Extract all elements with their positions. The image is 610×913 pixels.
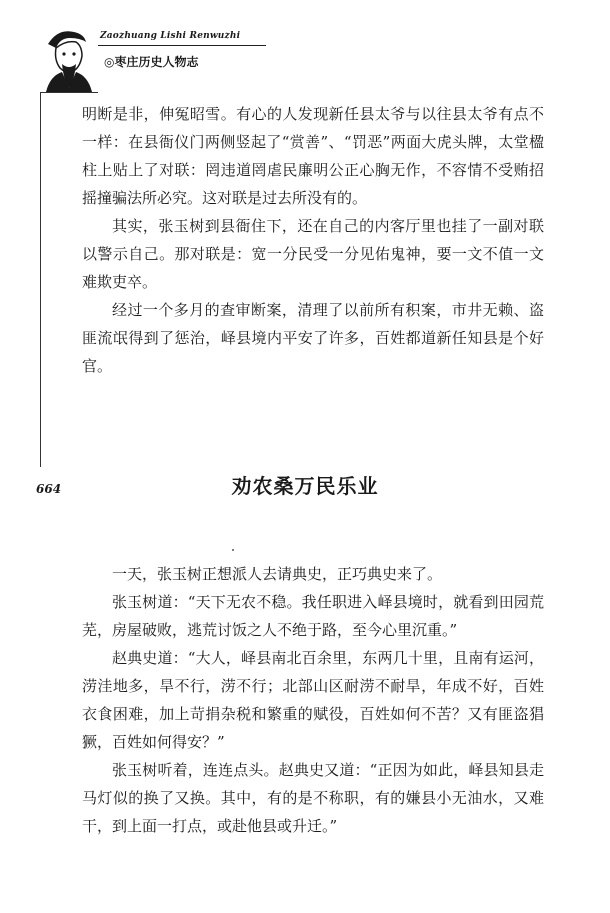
paragraph: 赵典史道：“大人，峄县南北百余里，东两几十里，且南有运河，涝洼地多，旱不行，涝不行；北部山区耐涝不耐旱，年成不好，百姓衣食困难，加上苛捐杂税和繁重的赋役，百姓如何不苦？又有匪盗猖獗，百姓如何得安？” xyxy=(82,649,544,751)
paragraph: 明断是非，伸冤昭雪。有心的人发现新任县太爷与以往县太爷有点不一样：在县衙仪门两侧竖起了“赏善”、“罚恶”两面大虎头牌，太堂楹柱上贴上了对联：罔违道罔虐民廉明公正心胸无作，不容情不受贿招摇撞骗法所必究。这对联是过去所没有的。 xyxy=(82,105,544,207)
series-pinyin: Zaozhuang Lishi Renwuzhi xyxy=(100,31,241,41)
header-rule xyxy=(98,45,266,46)
decorative-dot xyxy=(232,549,234,551)
paragraph: 张玉树听着，连连点头。赵典史又道：“正因为如此，峄县知县走马灯似的换了又换。其中，有的是不称职，有的嫌县小无油水，又难干，到上面一打点，或赴他县或升迁。” xyxy=(82,761,544,835)
chapter-body xyxy=(82,560,544,840)
chapter-title: 劝农桑万民乐业 xyxy=(231,474,379,498)
margin-rule-top xyxy=(40,92,98,93)
author-portrait-logo xyxy=(40,26,98,94)
paragraph: 其实，张玉树到县衙住下，还在自己的内客厅里也挂了一副对联以警示自己。那对联是：宽一分民受一分见佑鬼神，要一文不值一文难欺吏卒。 xyxy=(82,217,544,291)
paragraph: 经过一个多月的查审断案，清理了以前所有积案，市井无赖、盗匪流氓得到了惩治，峄县境内平安了许多，百姓都道新任知县是个好官。 xyxy=(82,301,544,375)
series-title: ◎枣庄历史人物志 xyxy=(104,55,199,69)
top-section xyxy=(82,100,544,380)
margin-rule xyxy=(40,92,41,467)
paragraph: 张玉树道：“天下无农不稳。我任职进入峄县境时，就看到田园荒芜，房屋破败，逃荒讨饭之人不绝于路，至今心里沉重。” xyxy=(82,593,544,639)
page-number: 664 xyxy=(36,482,62,496)
paragraph: 一天，张玉树正想派人去请典史，正巧典史来了。 xyxy=(112,565,443,583)
